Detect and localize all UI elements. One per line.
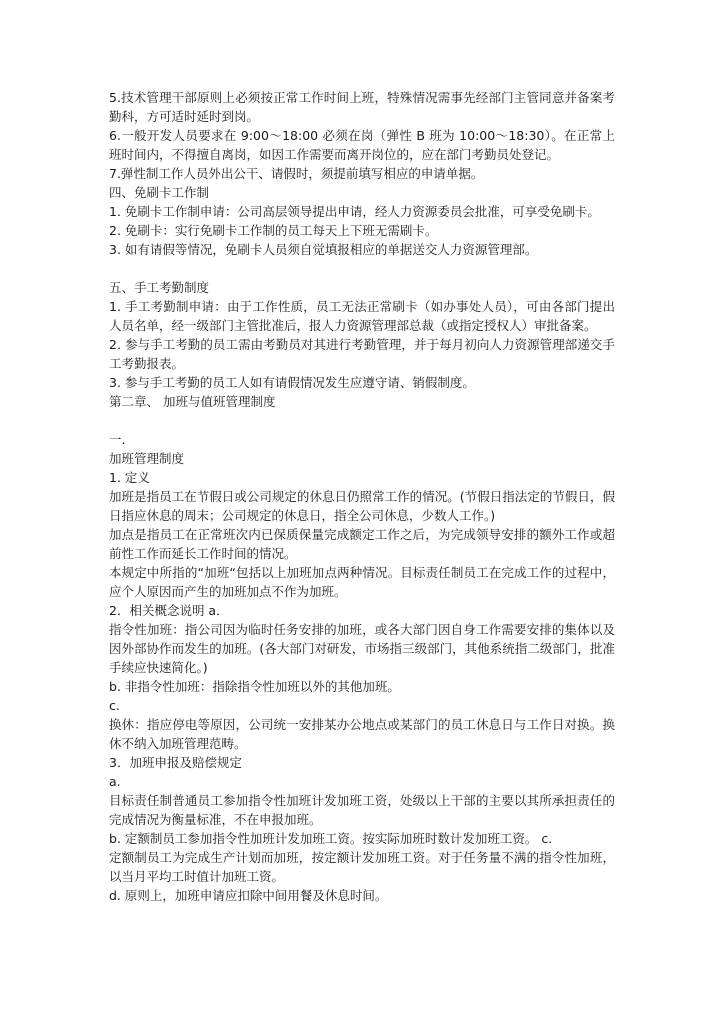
section-heading-5: 五、手工考勤制度 <box>109 280 210 295</box>
paragraph-directive-overtime: 指令性加班：指公司因为临时任务安排的加班，或各大部门因自身工作需要安排的集体以及因外部协作而发生的加班。(各大部门对研发，市场指三级部门，其他系统指二级部门，批准手续应快速简化。) <box>109 622 615 675</box>
section-number-1: 一. <box>109 432 126 447</box>
paragraph-manual-2: 2. 参与手工考勤的员工需由考勤员对其进行考勤管理，并于每月初向人力资源管理部递交手工考勤报表。 <box>109 337 615 371</box>
subheading-compensation: 3．加班申报及赔偿规定 <box>109 755 242 770</box>
paragraph-extra-hours-definition: 加点是指员工在正常班次内已保质保量完成额定工作之后，为完成领导安排的额外工作或超前性工作而延长工作时间的情况。 <box>109 527 615 561</box>
paragraph-rule-5: 5.技术管理干部原则上必须按正常工作时间上班，特殊情况需事先经部门主管同意并备案考勤科，方可适时延时到岗。 <box>109 90 615 124</box>
paragraph-card-free-1: 1. 免刷卡工作制申请：公司高层领导提出申请，经人力资源委员会批准，可享受免刷卡。 <box>109 204 600 219</box>
paragraph-rule-7: 7.弹性制工作人员外出公干、请假时，须提前填写相应的申请单据。 <box>109 166 484 181</box>
paragraph-target-staff: 目标责任制普通员工参加指令性加班计发加班工资，处级以上干部的主要以其所承担责任的完成情况为衡量标准，不在申报加班。 <box>109 793 615 827</box>
paragraph-scope: 本规定中所指的“加班“包括以上加班加点两种情况。目标责任制员工在完成工作的过程中，应个人原因而产生的加班加点不作为加班。 <box>109 565 615 599</box>
item-marker-a: a. <box>109 774 121 789</box>
subheading-definition: 1. 定义 <box>109 470 150 485</box>
paragraph-quota-staff-production: 定额制员工为完成生产计划而加班，按定额计发加班工资。对于任务量不满的指令性加班，以当月平均工时值计加班工资。 <box>109 850 615 884</box>
section-title-overtime: 加班管理制度 <box>109 451 185 466</box>
item-marker-c: c. <box>109 698 120 713</box>
paragraph-manual-1: 1. 手工考勤制申请：由于工作性质，员工无法正常刷卡（如办事处人员），可由各部门提出人员名单，经一级部门主管批准后，报人力资源管理部总裁（或指定授权人）审批备案。 <box>109 299 615 333</box>
section-heading-4: 四、免刷卡工作制 <box>109 185 210 200</box>
blank-line <box>109 411 615 430</box>
blank-line <box>109 259 615 278</box>
paragraph-non-directive-overtime: b. 非指令性加班：指除指令性加班以外的其他加班。 <box>109 679 400 694</box>
subheading-concepts: 2．相关概念说明 a． <box>109 603 229 618</box>
document-body <box>109 88 615 905</box>
paragraph-card-free-3: 3. 如有请假等情况，免刷卡人员须自觉填报相应的单据送交人力资源管理部。 <box>109 242 538 257</box>
paragraph-shift-swap: 换休：指应停电等原因，公司统一安排某办公地点或某部门的员工休息日与工作日对换。换休不纳入加班管理范畴。 <box>109 717 615 751</box>
paragraph-meal-break: d. 原则上，加班申请应扣除中间用餐及休息时间。 <box>109 888 388 903</box>
chapter-heading-2: 第二章、 加班与值班管理制度 <box>109 394 276 409</box>
paragraph-overtime-definition: 加班是指员工在节假日或公司规定的休息日仍照常工作的情况。(节假日指法定的节假日，假日指应休息的周末；公司规定的休息日，指全公司休息，少数人工作。) <box>109 489 615 523</box>
paragraph-quota-staff-directive: b. 定额制员工参加指令性加班计发加班工资。按实际加班时数计发加班工资。 c. <box>109 831 553 846</box>
paragraph-card-free-2: 2. 免刷卡：实行免刷卡工作制的员工每天上下班无需刷卡。 <box>109 223 438 238</box>
paragraph-rule-6: 6.一般开发人员要求在 9:00～18:00 必须在岗（弹性 B 班为 10:00～18:30）。在正常上班时间内，不得擅自离岗，如因工作需要而离开岗位的，应在部门考勤员处登记。 <box>109 128 615 162</box>
paragraph-manual-3: 3. 参与手工考勤的员工人如有请假情况发生应遵守请、销假制度。 <box>109 375 475 390</box>
